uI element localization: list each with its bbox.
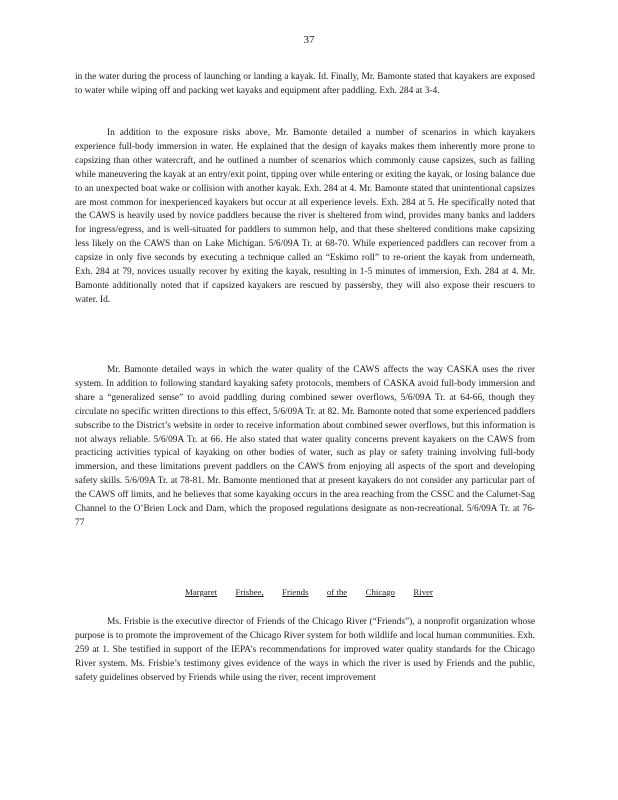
heading-word: Chicago [365,587,395,597]
heading-word: River [413,587,433,597]
heading-word: Friends [282,587,309,597]
heading-word: Frisbee, [235,587,264,597]
paragraph-2: In addition to the exposure risks above, Mr. Bamonte detailed a number of scenarios in which kayakers experience full-body immersion in water. He explained that the design of kayaks makes them inherently more prone to capsizing than other watercraft, and he outlined a number of scenarios which commonly cause capsizes, such as falling while maneuvering the kayak at an entry/exit point, tipping over while entering or exiting the kayak, or losing balance due to an unexpected boat wake or collision with another kayak. Exh. 284 at 4. Mr. Bamonte stated that unintentional capsizes are most common for inexperienced kayakers but occur at all experience levels. Exh. 284 at 5. He specifically noted that the CAWS is heavily used by novice paddlers because the river is sheltered from wind, provides many banks and ladders for ingress/egress, and is well-situated for paddlers to summon help, and that these sheltered conditions make capsizing less likely on the CAWS than on Lake Michigan. 5/6/09A Tr. at 68-70. While experienced paddlers can recover from a capsize in only five seconds by executing a technique called an “Eskimo roll” to re-orient the kayak from underneath, Exh. 284 at 79, novices usually recover by exiting the kayak, resulting in 1-5 minutes of immersion, Exh. 284 at 4. Mr. Bamonte additionally noted that if capsized kayakers are rescued by passersby, they will also expose their rescuers to water. Id. [75,128,535,305]
section-heading [185,587,433,598]
page-number: 37 [303,34,315,46]
paragraph-4: Ms. Frisbie is the executive director of Friends of the Chicago River (“Friends”), a nonprofit organization whose purpose is to promote the improvement of the Chicago River system for both wildlife and local human communities. Exh. 259 at 1. She testified in support of the IEPA’s recommendations for improved water quality standards for the Chicago River system. Ms. Frisbie’s testimony gives evidence of the ways in which the river is used by Friends and the public, safety guidelines observed by Friends while using the river, recent improvement [75,617,535,683]
heading-word: Margaret [185,587,218,597]
paragraph-1: in the water during the process of launching or landing a kayak. Id. Finally, Mr. Bamonte stated that kayakers are exposed to water while wiping off and packing wet kayaks and equipment after paddling. Exh. 284 at 3-4. [75,72,535,96]
heading-word: of the [326,587,348,597]
paragraph-3: Mr. Bamonte detailed ways in which the water quality of the CAWS affects the way CASKA uses the river system. In addition to following standard kayaking safety protocols, members of CASKA avoid full-body immersion and share a “generalized sense” to avoid paddling during combined sewer overflows, 5/6/09A Tr. at 64-66, though they circulate no specific written directions to this effect, 5/6/09A Tr. at 82. Mr. Bamonte noted that some experienced paddlers subscribe to the District’s website in order to receive information about combined sewer overflows, but this information is not always reliable. 5/6/09A Tr. at 66. He also stated that water quality concerns prevent kayakers on the CAWS from practicing activities typical of kayaking on other bodies of water, such as play or safety training involving full-body immersion, and these limitations prevent paddlers on the CAWS from enjoying all aspects of the sport and developing safety skills. 5/6/09A Tr. at 78-81. Mr. Bamonte mentioned that at present kayakers do not consider any particular part of the CAWS off limits, and he believes that some kayaking occurs in the area reaching from the CSSC and the Calumet-Sag Channel to the O’Brien Lock and Dam, which the proposed regulations designate as non-recreational. 5/6/09A Tr. at 76-77 [75,365,535,528]
